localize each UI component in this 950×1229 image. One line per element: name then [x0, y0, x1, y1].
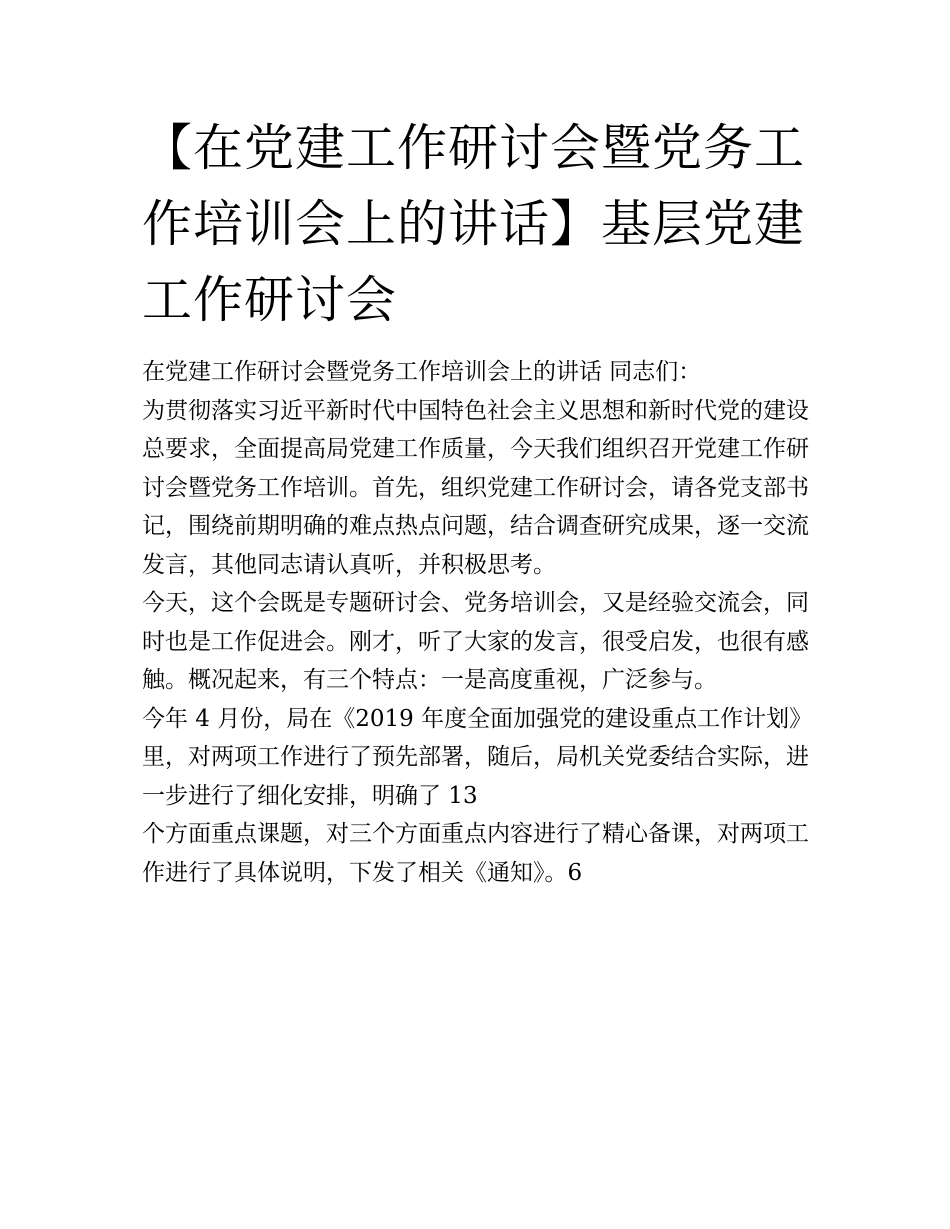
paragraph-meeting-summary: 今天，这个会既是专题研讨会、党务培训会，又是经验交流会，同时也是工作促进会。刚才，听了大家的发言，很受启发，也很有感触。概况起来，有三个特点：一是高度重视，广泛参与。: [142, 590, 809, 693]
document-body: [142, 353, 822, 892]
paragraph-topics: 个方面重点课题，对三个方面重点内容进行了精心备课，对两项工作进行了具体说明，下发了相关《通知》。6: [142, 821, 809, 886]
document-page: [142, 110, 822, 892]
paragraph-purpose: 为贯彻落实习近平新时代中国特色社会主义思想和新时代党的建设总要求，全面提高局党建工作质量，今天我们组织召开党建工作研讨会暨党务工作培训。首先，组织党建工作研讨会，请各党支部书记，围绕前期明确的难点热点问题，结合调查研究成果，逐一交流发言，其他同志请认真听，并积极思考。: [142, 397, 809, 578]
paragraph-greeting: 在党建工作研讨会暨党务工作培训会上的讲话 同志们：: [142, 359, 702, 385]
paragraph-work-plan: 今年 4 月份，局在《2019 年度全面加强党的建设重点工作计划》里，对两项工作进行了预先部署，随后，局机关党委结合实际，进一步进行了细化安排，明确了 13: [142, 705, 813, 809]
document-title: 【在党建工作研讨会暨党务工作培训会上的讲话】基层党建工作研讨会: [142, 119, 805, 329]
